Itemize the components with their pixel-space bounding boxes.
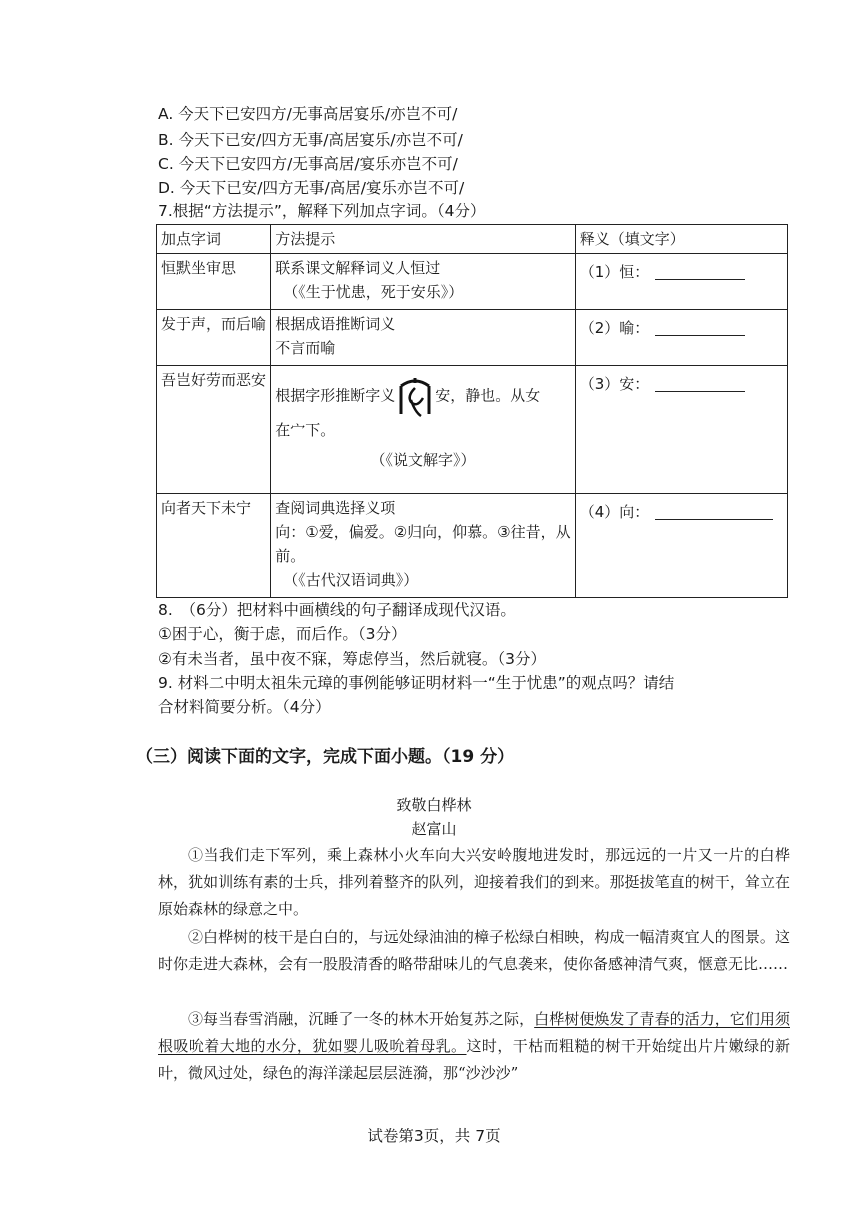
answer-label: （4）向：	[579, 503, 650, 521]
hint-definition: 向：①爱，偏爱。②归向，仰慕。③往昔，从前。	[275, 523, 571, 565]
answer-label: （1）恒：	[579, 263, 650, 281]
question-9-line-2: 合材料简要分析。（4分）	[158, 698, 331, 716]
hint-line: 在宀下。	[275, 421, 336, 439]
article-author: 赵富山	[411, 820, 457, 838]
question-9-line-1: 9. 材料二中明太祖朱元璋的事例能够证明材料一“生于忧患”的观点吗？请结	[158, 674, 675, 692]
hint-line: 安，静也。从女	[435, 386, 541, 405]
answer-cell	[575, 494, 787, 598]
option-c: C. 今天下已安四方/无事高居/宴乐亦岂不可/	[158, 155, 458, 173]
hint-cell	[271, 366, 576, 494]
word-cell: 向者天下未宁	[157, 494, 271, 598]
answer-label: （2）喻：	[579, 319, 650, 337]
article-title: 致敬白桦林	[396, 796, 472, 814]
section-3-heading: （三）阅读下面的文字，完成下面小题。（19 分）	[136, 747, 515, 767]
header-word: 加点字词	[157, 225, 271, 254]
page-footer: 试卷第3页，共 7页	[367, 1127, 501, 1145]
hint-idiom: 不言而喻	[275, 339, 336, 357]
question-8-part-2: ②有未当者，虽中夜不寐，筹虑停当，然后就寝。（3分）	[158, 650, 547, 668]
paragraph-3	[158, 1006, 790, 1087]
word-cell: 吾岂好劳而恶安	[157, 366, 271, 494]
hint-cell	[271, 494, 576, 598]
answer-blank[interactable]	[655, 505, 773, 520]
header-hint: 方法提示	[271, 225, 576, 254]
answer-blank[interactable]	[655, 265, 745, 280]
method-table	[156, 224, 788, 598]
question-8: 8. （6分）把材料中画横线的句子翻译成现代汉语。	[158, 601, 516, 619]
hint-cell	[271, 310, 576, 366]
hint-line: 根据字形推断字义	[275, 386, 396, 405]
table-header-row	[157, 225, 788, 254]
seal-script-an-icon	[397, 374, 433, 418]
hint-line: 根据成语推断词义	[275, 315, 396, 333]
option-d: D. 今天下已安/四方无事/高居/宴乐亦岂不可/	[158, 179, 465, 197]
hint-glyph-line	[275, 374, 571, 418]
paragraph-3-start: ③每当春雪消融，沉睡了一冬的林木开始复苏之际，	[188, 1010, 535, 1028]
paragraph-3-end: 这时，干枯而粗糙的树干开始绽出片片嫩绿的新叶，微风过处，绿色的海洋漾起层层涟漪，那“沙沙沙”	[158, 1037, 790, 1082]
hint-cell	[271, 254, 576, 310]
hint-line: 联系课文解释词义人恒过	[275, 259, 441, 277]
word-cell: 恒默坐审思	[157, 254, 271, 310]
table-row	[157, 254, 788, 310]
hint-source: （《生于忧患，死于安乐》）	[283, 283, 464, 301]
option-a: A. 今天下已安四方/无事高居宴乐/亦岂不可/	[158, 105, 458, 123]
header-answer: 释义（填文字）	[575, 225, 787, 254]
question-7: 7.根据“方法提示”，解释下列加点字词。（4分）	[158, 202, 486, 220]
answer-label: （3）安：	[579, 375, 650, 393]
underlined-sentence: 白桦树便焕发了青春的活力，它们用须根吸吮着大地的水分，犹如婴儿吸吮着母乳。	[158, 1010, 790, 1055]
table-row	[157, 366, 788, 494]
hint-source: （《说文解字》）	[370, 451, 476, 469]
paragraph-2: ②白桦树的枝干是白白的，与远处绿油油的樟子松绿白相映，构成一幅清爽宜人的图景。这时你走进大森林，会有一股股清香的略带甜味儿的气息袭来，使你备感神清气爽，惬意无比……	[158, 928, 790, 973]
hint-source: （《古代汉语词典》）	[283, 571, 419, 589]
answer-cell	[575, 254, 787, 310]
answer-cell	[575, 310, 787, 366]
answer-blank[interactable]	[655, 321, 745, 336]
question-8-part-1: ①困于心，衡于虑，而后作。（3分）	[158, 625, 407, 643]
table-row	[157, 310, 788, 366]
answer-cell	[575, 366, 787, 494]
table-row	[157, 494, 788, 598]
option-b: B. 今天下已安/四方无事/高居宴乐/亦岂不可/	[158, 131, 463, 149]
answer-blank[interactable]	[655, 377, 745, 392]
paragraph-1: ①当我们走下军列，乘上森林小火车向大兴安岭腹地进发时，那远远的一片又一片的白桦林，犹如训练有素的士兵，排列着整齐的队列，迎接着我们的到来。那挺拔笔直的树干，耸立在原始森林的绿意之中。	[158, 846, 790, 918]
hint-line: 查阅词典选择义项	[275, 499, 396, 517]
word-cell: 发于声，而后喻	[157, 310, 271, 366]
